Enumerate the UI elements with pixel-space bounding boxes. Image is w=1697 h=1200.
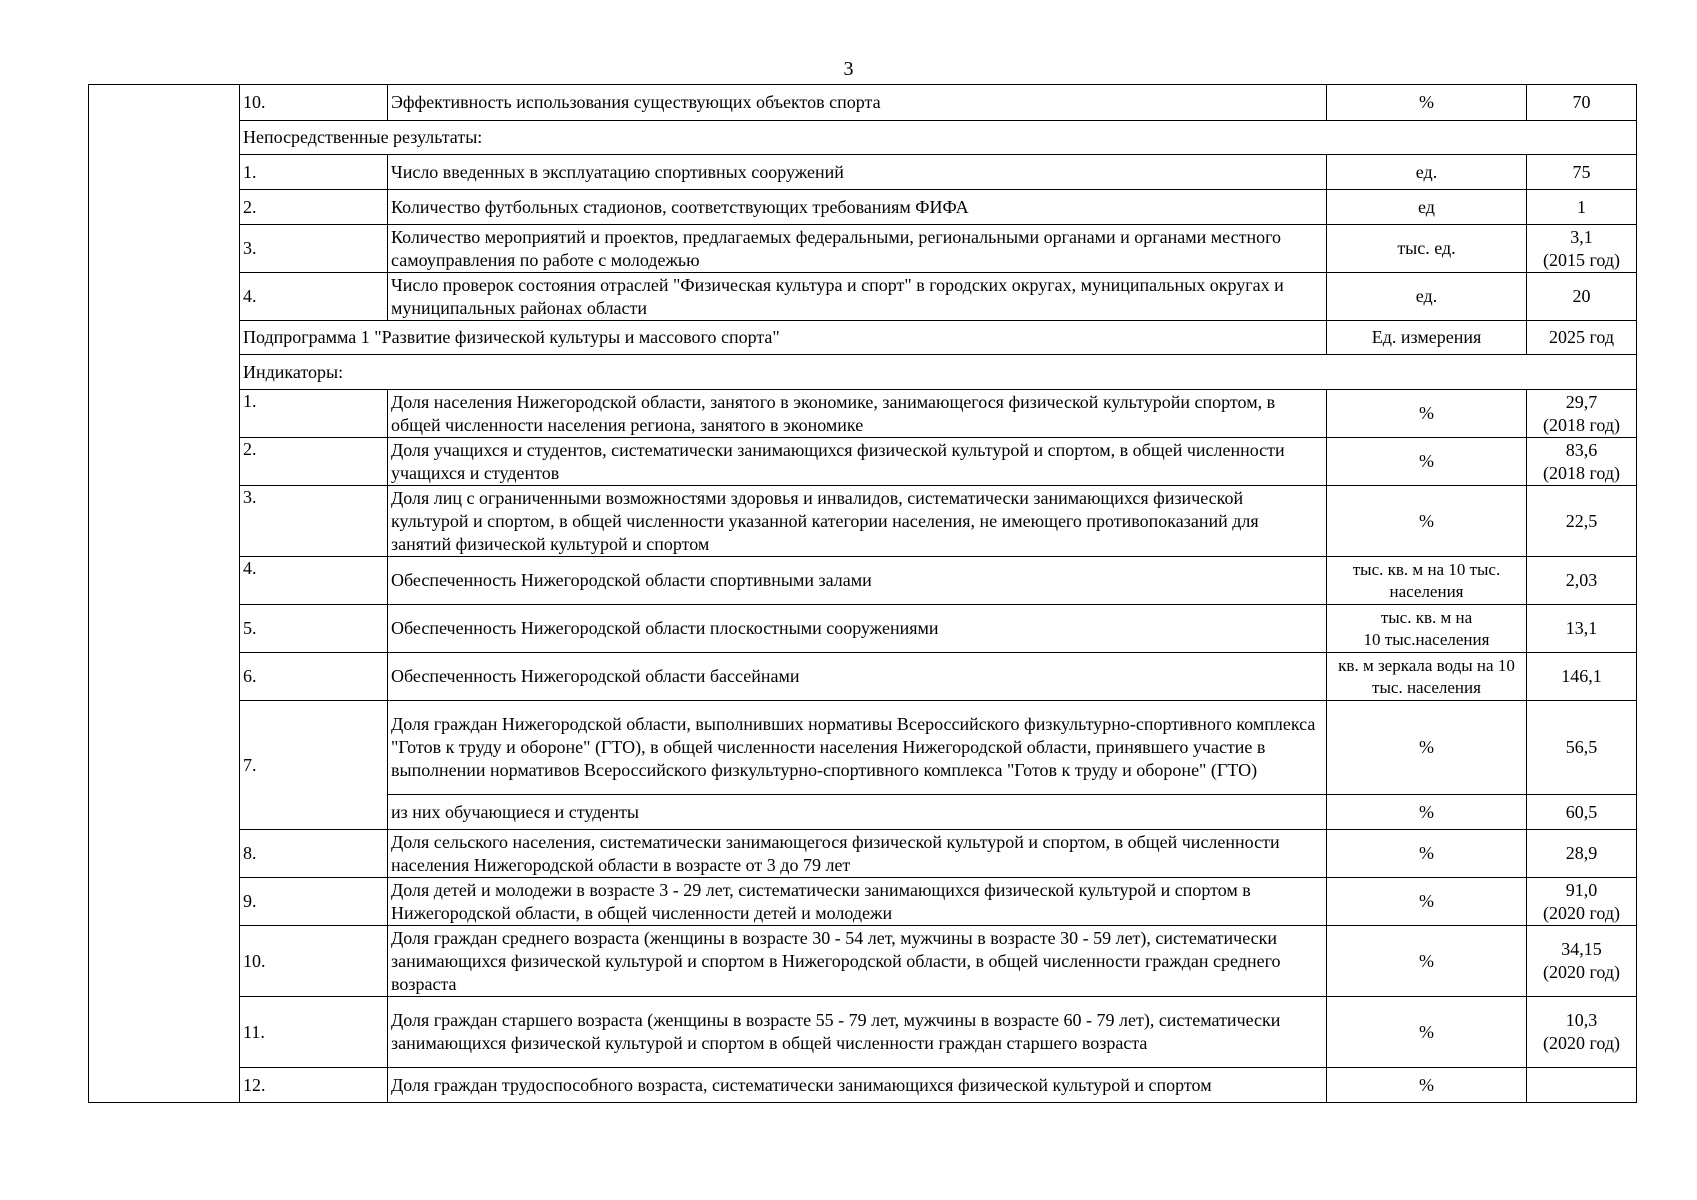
- row-number: 4.: [240, 273, 388, 321]
- row-value: [1527, 390, 1637, 438]
- unit-line-2: 10 тыс.населения: [1363, 629, 1490, 649]
- row-number: 10.: [240, 85, 388, 121]
- table-row: [89, 653, 1637, 701]
- table-row: [89, 926, 1637, 997]
- row-unit: ед.: [1327, 155, 1527, 190]
- row-unit: %: [1327, 926, 1527, 997]
- row-description: Количество футбольных стадионов, соответствующих требованиям ФИФА: [388, 190, 1327, 225]
- value-number: 10,3: [1565, 1010, 1598, 1030]
- value-number: 83,6: [1565, 439, 1598, 460]
- table-row: [89, 557, 1637, 605]
- row-description: Доля граждан старшего возраста (женщины в возрасте 55 - 79 лет, мужчины в возрасте 60 - 79 лет), систематически занимающихся физической культурой и спортом в общей численности граждан старшего возраста: [388, 997, 1327, 1068]
- table-row: [89, 155, 1637, 190]
- row-description: Эффективность использования существующих объектов спорта: [388, 85, 1327, 121]
- row-description: Обеспеченность Нижегородской области плоскостными сооружениями: [388, 605, 1327, 653]
- page-number: 3: [843, 58, 854, 80]
- value-year: (2015 год): [1542, 249, 1621, 270]
- row-number: 1.: [240, 155, 388, 190]
- table-row: [89, 997, 1637, 1068]
- section-heading: Непосредственные результаты:: [240, 121, 1637, 155]
- row-unit: %: [1327, 486, 1527, 557]
- unit-line-1: тыс. кв. м на: [1380, 607, 1473, 627]
- row-description: Обеспеченность Нижегородской области спортивными залами: [388, 557, 1327, 605]
- indicators-table: [88, 84, 1637, 1103]
- row-value: 146,1: [1527, 653, 1637, 701]
- row-unit: %: [1327, 878, 1527, 926]
- unit-header: Ед. измерения: [1327, 321, 1527, 355]
- row-value: 20: [1527, 273, 1637, 321]
- row-unit: %: [1327, 390, 1527, 438]
- row-number: 10.: [240, 926, 388, 997]
- table-row: [89, 85, 1637, 121]
- subprogram-row: [89, 321, 1637, 355]
- row-unit: тыс. ед.: [1327, 225, 1527, 273]
- value-year: (2020 год): [1542, 1033, 1621, 1053]
- blank-left-column: [89, 85, 240, 1103]
- row-value: [1527, 225, 1637, 273]
- table-row: [89, 273, 1637, 321]
- row-number: 7.: [240, 701, 388, 830]
- value-number: 91,0: [1565, 879, 1598, 900]
- row-value: 28,9: [1527, 830, 1637, 878]
- row-description: Доля сельского населения, систематически занимающегося физической культурой и спортом, в общей численности населения Нижегородской области в возрасте от 3 до 79 лет: [388, 830, 1327, 878]
- row-value: [1527, 997, 1637, 1068]
- row-value: [1527, 878, 1637, 926]
- row-description: Доля граждан трудоспособного возраста, систематически занимающихся физической культурой и спортом: [388, 1068, 1327, 1103]
- table-row: [89, 830, 1637, 878]
- row-value: 1: [1527, 190, 1637, 225]
- row-number: 12.: [240, 1068, 388, 1103]
- row-unit: кв. м зеркала воды на 10 тыс. населения: [1327, 653, 1527, 701]
- table-row: [89, 438, 1637, 486]
- row-description: Доля учащихся и студентов, систематически занимающихся физической культурой и спортом, в общей численности учащихся и студентов: [388, 438, 1327, 486]
- row-unit: тыс. кв. м на 10 тыс. населения: [1327, 557, 1527, 605]
- row-description: Доля лиц с ограниченными возможностями здоровья и инвалидов, систематически занимающихся физической культурой и спортом, в общей численности указанной категории населения, не имеющего противопоказаний для занятий физической культурой и спортом: [388, 486, 1327, 557]
- row-unit: %: [1327, 830, 1527, 878]
- row-unit: %: [1327, 701, 1527, 795]
- row-value: 22,5: [1527, 486, 1637, 557]
- table-row: [89, 190, 1637, 225]
- value-number: 29,7: [1565, 391, 1598, 412]
- row-number: 1.: [240, 390, 388, 438]
- row-value: 13,1: [1527, 605, 1637, 653]
- row-number: 4.: [240, 557, 388, 605]
- row-unit: %: [1327, 795, 1527, 830]
- row-value: 56,5: [1527, 701, 1637, 795]
- row-description: Число введенных в эксплуатацию спортивных сооружений: [388, 155, 1327, 190]
- value-year: (2020 год): [1542, 902, 1621, 923]
- table-row: [89, 878, 1637, 926]
- value-number: 34,15: [1561, 939, 1602, 959]
- row-unit: %: [1327, 85, 1527, 121]
- row-number: 6.: [240, 653, 388, 701]
- section-heading: Индикаторы:: [240, 355, 1637, 390]
- row-value: 60,5: [1527, 795, 1637, 830]
- table-row: [89, 1068, 1637, 1103]
- section-row: [89, 355, 1637, 390]
- row-number: 11.: [240, 997, 388, 1068]
- row-unit: [1327, 605, 1527, 653]
- year-header: 2025 год: [1527, 321, 1637, 355]
- row-number: 3.: [240, 225, 388, 273]
- row-description: Обеспеченность Нижегородской области бассейнами: [388, 653, 1327, 701]
- row-value: [1527, 438, 1637, 486]
- row-number: 2.: [240, 190, 388, 225]
- value-number: 3,1: [1570, 226, 1593, 247]
- row-unit: %: [1327, 1068, 1527, 1103]
- row-description: из них обучающиеся и студенты: [388, 795, 1327, 830]
- row-unit: ед.: [1327, 273, 1527, 321]
- row-description: Доля граждан среднего возраста (женщины в возрасте 30 - 54 лет, мужчины в возрасте 30 - 59 лет), систематически занимающихся физической культурой и спортом в Нижегородской области, в общей численности граждан среднего возраста: [388, 926, 1327, 997]
- row-number: 8.: [240, 830, 388, 878]
- row-value: [1527, 1068, 1637, 1103]
- row-value: 2,03: [1527, 557, 1637, 605]
- table-row: [89, 605, 1637, 653]
- row-description: Доля граждан Нижегородской области, выполнивших нормативы Всероссийского физкультурно-спортивного комплекса "Готов к труду и обороне" (ГТО), в общей численности населения Нижегородской области, принявшего участие в выполнении нормативов Всероссийского физкультурно-спортивного комплекса "Готов к труду и обороне" (ГТО): [388, 701, 1327, 795]
- row-description: Количество мероприятий и проектов, предлагаемых федеральными, региональными органами и органами местного самоуправления по работе с молодежью: [388, 225, 1327, 273]
- row-unit: ед: [1327, 190, 1527, 225]
- table-row: [89, 390, 1637, 438]
- value-year: (2018 год): [1542, 462, 1621, 483]
- section-row: [89, 121, 1637, 155]
- row-unit: %: [1327, 997, 1527, 1068]
- row-number: 5.: [240, 605, 388, 653]
- row-number: 9.: [240, 878, 388, 926]
- value-year: (2020 год): [1542, 962, 1621, 982]
- row-description: Доля детей и молодежи в возрасте 3 - 29 лет, систематически занимающихся физической культурой и спортом в Нижегородской области, в общей численности детей и молодежи: [388, 878, 1327, 926]
- row-value: [1527, 926, 1637, 997]
- value-year: (2018 год): [1542, 414, 1621, 435]
- row-number: 2.: [240, 438, 388, 486]
- row-description: Доля населения Нижегородской области, занятого в экономике, занимающегося физической культуройи спортом, в общей численности населения региона, занятого в экономике: [388, 390, 1327, 438]
- row-number: 3.: [240, 486, 388, 557]
- row-value: 70: [1527, 85, 1637, 121]
- row-unit: %: [1327, 438, 1527, 486]
- subprogram-title: Подпрограмма 1 "Развитие физической культуры и массового спорта": [240, 321, 1327, 355]
- row-description: Число проверок состояния отраслей "Физическая культура и спорт" в городских округах, муниципальных округах и муниципальных районах области: [388, 273, 1327, 321]
- table-row: [89, 486, 1637, 557]
- row-value: 75: [1527, 155, 1637, 190]
- table-row: [89, 701, 1637, 795]
- table-row: [89, 225, 1637, 273]
